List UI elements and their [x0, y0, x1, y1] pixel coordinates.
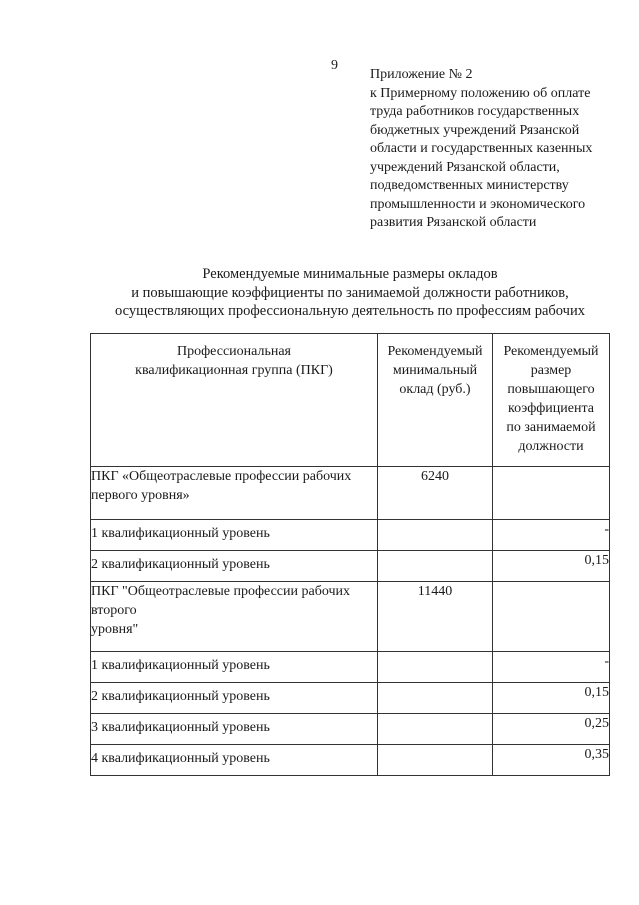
header-text: Рекомендуемый [387, 344, 483, 359]
header-coefficient [493, 334, 610, 467]
row-coefficient: - [493, 652, 610, 683]
appendix-block [370, 66, 620, 233]
row-coefficient: - [493, 520, 610, 551]
header-text: Рекомендуемый [503, 344, 599, 359]
table-header-row [91, 334, 610, 467]
row-name [91, 683, 378, 714]
header-salary [378, 334, 493, 467]
appendix-line: бюджетных учреждений Рязанской [370, 122, 580, 138]
appendix-line: подведомственных министерству [370, 178, 569, 193]
table-row [91, 652, 610, 683]
row-salary [378, 745, 493, 776]
row-name [91, 467, 378, 520]
row-coefficient: 0,35 [493, 745, 610, 776]
row-name-line: 1 квалификационный уровень [91, 658, 270, 673]
row-name [91, 551, 378, 582]
appendix-line: развития Рязанской области [370, 215, 537, 230]
appendix-line: Приложение № 2 [370, 67, 473, 82]
page-number: 9 [331, 58, 338, 73]
table-row [91, 520, 610, 551]
row-name-line: ПКГ "Общеотраслевые профессии рабочих [91, 584, 350, 599]
row-salary [378, 520, 493, 551]
row-name-line: второго [91, 603, 137, 618]
appendix-line: труда работников государственных [370, 104, 580, 119]
appendix-line: промышленности и экономического [370, 196, 586, 212]
row-salary: 11440 [378, 582, 493, 652]
document-title [80, 265, 620, 321]
appendix-line: области и государственных казенных [370, 141, 593, 156]
appendix-line: учреждений Рязанской области, [370, 159, 560, 175]
row-name [91, 582, 378, 652]
header-text: Профессиональная [176, 344, 291, 359]
header-text: оклад (руб.) [399, 382, 471, 397]
appendix-line: к Примерному положению об оплате [370, 85, 591, 101]
row-coefficient [493, 467, 610, 520]
salary-table [90, 333, 610, 776]
table-row [91, 714, 610, 745]
row-name-line: первого уровня» [91, 488, 190, 503]
row-salary [378, 683, 493, 714]
header-group [91, 334, 378, 467]
table-row [91, 683, 610, 714]
header-text: повышающего [507, 382, 595, 397]
header-text: минимальный [392, 363, 478, 378]
table-row [91, 745, 610, 776]
table-row [91, 582, 610, 652]
table-row [91, 467, 610, 520]
row-coefficient: 0,15 [493, 551, 610, 582]
row-coefficient: 0,15 [493, 683, 610, 714]
row-name-line: 3 квалификационный уровень [91, 720, 270, 735]
title-line: осуществляющих профессиональную деятельность по профессиям рабочих [115, 303, 585, 319]
row-name [91, 745, 378, 776]
row-name-line: 1 квалификационный уровень [91, 526, 270, 541]
row-name-line: 2 квалификационный уровень [91, 689, 270, 704]
header-text: по занимаемой [506, 420, 596, 435]
row-name [91, 520, 378, 551]
header-text: коэффициента [508, 401, 594, 416]
header-text: должности [518, 439, 584, 454]
row-coefficient: 0,25 [493, 714, 610, 745]
row-name-line: ПКГ «Общеотраслевые профессии рабочих [91, 469, 352, 484]
row-salary: 6240 [378, 467, 493, 520]
title-line: Рекомендуемые минимальные размеры окладов [202, 266, 498, 282]
row-salary [378, 652, 493, 683]
row-name [91, 652, 378, 683]
row-name-line: 4 квалификационный уровень [91, 751, 270, 766]
row-name [91, 714, 378, 745]
header-text: квалификационная группа (ПКГ) [135, 363, 333, 378]
row-name-line: 2 квалификационный уровень [91, 557, 270, 572]
row-coefficient [493, 582, 610, 652]
row-salary [378, 714, 493, 745]
title-line: и повышающие коэффициенты по занимаемой должности работников, [131, 284, 569, 301]
row-salary [378, 551, 493, 582]
row-name-line: уровня" [91, 622, 139, 637]
table-row [91, 551, 610, 582]
header-text: размер [530, 363, 572, 378]
